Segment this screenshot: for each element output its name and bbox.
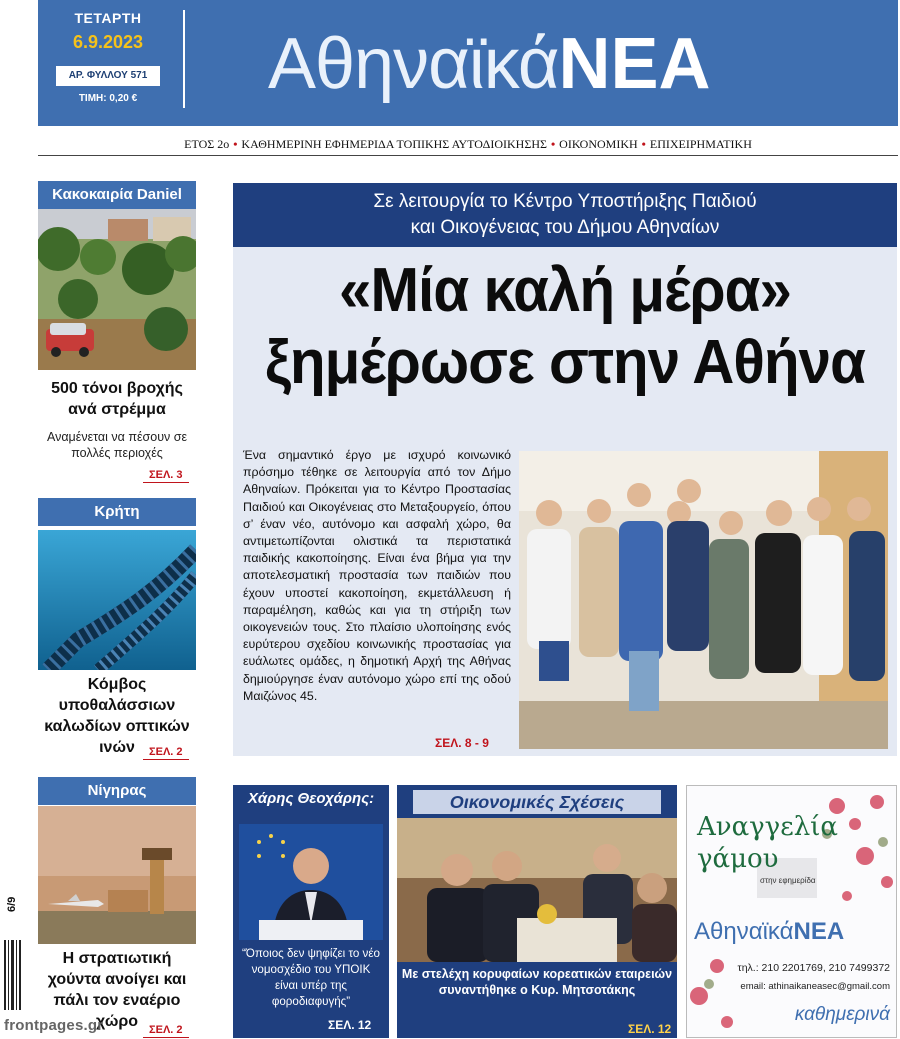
tagline-separator: • [641, 137, 646, 151]
lead-page-ref[interactable]: ΣΕΛ. 8 - 9 [435, 736, 489, 750]
tagline [38, 132, 898, 156]
ad-line1: Αναγγελία [697, 812, 838, 842]
lead-headline[interactable] [253, 255, 877, 399]
sidebar-header-crete[interactable]: Κρήτη [38, 498, 196, 526]
sidebar-header-niger[interactable]: Νίγηρας [38, 777, 196, 805]
economy-page-ref[interactable]: ΣΕΛ. 12 [628, 1022, 672, 1036]
issue-number: ΑΡ. ΦΥΛΛΟΥ 571 [56, 66, 160, 86]
tagline-separator: • [550, 137, 556, 151]
site-watermark: frontpages.gr [4, 1017, 104, 1034]
ad-line2: γάμου [697, 844, 779, 874]
ad-logo [694, 918, 844, 946]
lead-kicker-line: Σε λειτουργία το Κέντρο Υποστήριξης Παιδιού [373, 191, 757, 212]
ad-logo-bold: ΝΕΑ [793, 918, 845, 945]
barcode [2, 940, 22, 1010]
interview-title[interactable]: Χάρης Θεοχάρης: [247, 790, 375, 807]
issue-price: ΤΙΜΗ: 0,20 € [78, 93, 138, 104]
ad-email[interactable]: email: athinaikaneasec@gmail.com [740, 981, 890, 992]
sidebar-header-storm[interactable]: Κακοκαιρία Daniel [38, 181, 196, 209]
page-ref[interactable]: ΣΕΛ. 2 [143, 744, 189, 760]
ad-line3: στην εφημερίδα [760, 876, 816, 885]
masthead-divider [183, 10, 185, 108]
lead-headline-line: «Μία καλή μέρα» [339, 256, 791, 325]
ad-logo-light: Αθηναϊκά [694, 918, 794, 945]
lead-body-text: Ένα σημαντικό έργο με ισχυρό κοινωνικό πρόσημο τέθηκε σε λειτουργία από τον Δήμο Αθηναίων. Πρόκειται για το Κέντρο Προστασίας Παιδιού και Οικογένειας στο Μεταξουργείο, όπου σ’ έναν νέο, αυτόνομο και ασφαλή χώρο, θα αντιμετωπίζονται ολιστικά τα περιστατικά παιδικής κακοποίησης. Είναι ένα βήμα για την αποτελεσματική προστασία των παιδιών που έχουν υποστεί κακοποίηση, εκμετάλλευση ή παραμέληση, καθώς και για τη στήριξη των οικογενειών τους. Στο πλαίσιο υλοποίησης ενός ευρύτερου σχεδίου κοινωνικής προστασίας για ευάλωτες ομάδες, η δημοτική Αρχή της Αθήνας δημιούργησε έναν αυτόνομο χώρο επί της οδού Μαιζώνος 45. [243, 448, 511, 703]
economy-caption: Με στελέχη κορυφαίων κορεατικών εταιρειών συναντήθηκε ο Κυρ. Μητσοτάκης [401, 967, 673, 997]
issue-day: ΤΕΤΑΡΤΗ [74, 10, 142, 26]
tagline-separator: • [233, 137, 238, 151]
group-photo[interactable] [519, 451, 888, 749]
lead-kicker-line: και Οικογένειας του Δήμου Αθηναίων [410, 217, 720, 238]
interview-page-ref[interactable]: ΣΕΛ. 12 [328, 1018, 372, 1032]
tagline-item: ΚΑΘΗΜΕΡΙΝΗ ΕΦΗΜΕΡΙΔΑ ΤΟΠΙΚΗΣ ΑΥΤΟΔΙΟΙΚΗΣΗΣ [241, 137, 547, 151]
sidebar-title[interactable]: 500 τόνοι βροχής ανά στρέμμα [51, 380, 183, 418]
tagline-item: ΟΙΚΟΝΟΜΙΚΗ [559, 137, 638, 151]
sidebar-subtitle: Αναμένεται να πέσουν σε πολλές περιοχές [46, 430, 188, 460]
sidebar-title[interactable]: Η στρατιωτική χούντα ανοίγει και πάλι τον εναέριο χώρο [47, 950, 187, 1030]
masthead [38, 0, 898, 126]
tagline-item: ΕΤΟΣ 2ο [184, 137, 230, 151]
ad-daily: καθημερινά [794, 1004, 890, 1025]
sidebar-title[interactable]: Κόμβος υποθαλάσσιων καλωδίων οπτικών ινών [44, 676, 190, 756]
economy-title[interactable]: Οικονομικές Σχέσεις [413, 790, 661, 814]
logo-bold-part: ΝΕΑ [558, 24, 711, 104]
page-ref[interactable]: ΣΕΛ. 3 [143, 467, 189, 483]
minister-photo[interactable] [239, 824, 383, 940]
meeting-photo[interactable] [397, 818, 677, 962]
masthead-info [38, 0, 178, 126]
newspaper-logo[interactable] [268, 14, 711, 114]
lead-headline-line: ξημέρωσε στην Αθήνα [264, 328, 865, 397]
ad-phone[interactable]: τηλ.: 210 2201769, 210 7499372 [737, 962, 890, 974]
interview-quote: “Όποιος δεν ψηφίζει το νέο νομοσχέδιο του ΥΠΟΙΚ είναι υπέρ της φοροδιαφυγής” [242, 947, 380, 1008]
page-ref[interactable]: ΣΕΛ. 2 [143, 1022, 189, 1038]
subsea-cable-photo[interactable] [38, 530, 196, 670]
issue-date: 6.9.2023 [72, 32, 144, 52]
spine-date: 6/9 [6, 896, 18, 912]
tagline-item: ΕΠΙΧΕΙΡΗΜΑΤΙΚΗ [649, 137, 752, 151]
airport-photo[interactable] [38, 806, 196, 944]
flood-photo[interactable] [38, 209, 196, 370]
lead-kicker [233, 183, 897, 247]
logo-light-part: Αθηναϊκά [268, 24, 559, 104]
